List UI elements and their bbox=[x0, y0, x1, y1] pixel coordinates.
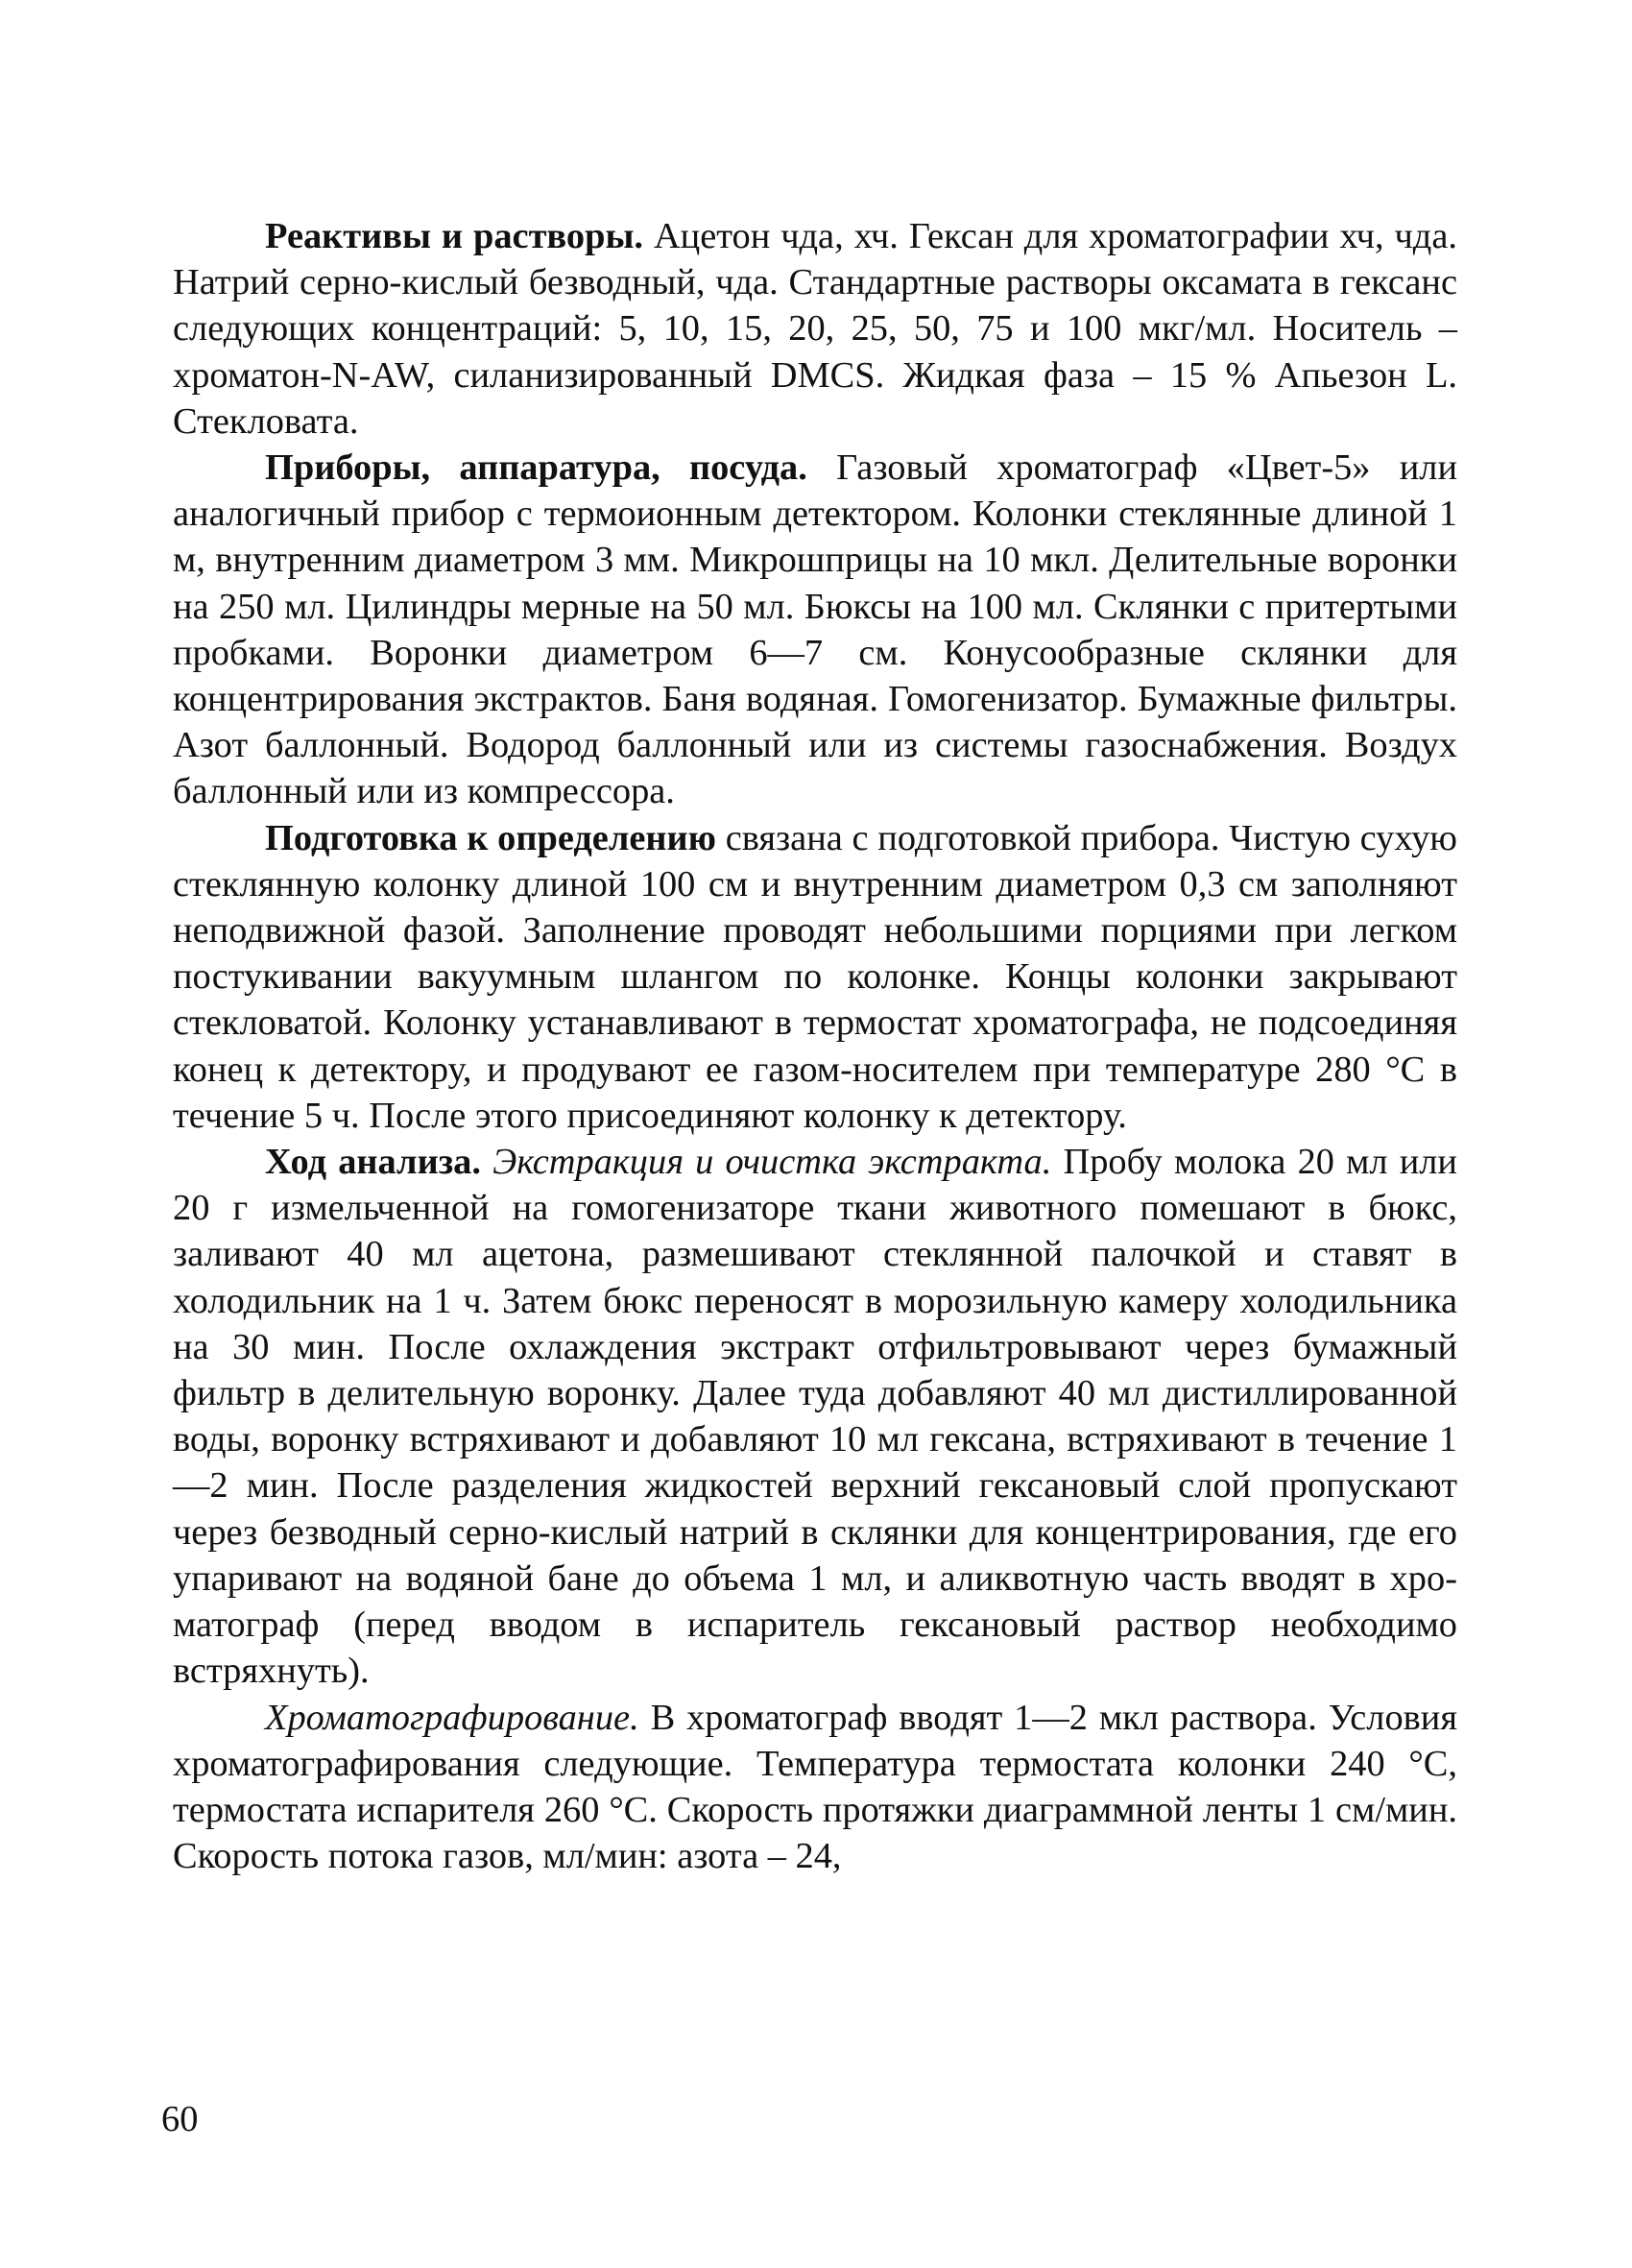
paragraph-chromatography bbox=[173, 1695, 1457, 1880]
chromatography-heading: Хроматографирование. bbox=[265, 1697, 639, 1738]
paragraph-reagents bbox=[173, 213, 1457, 445]
page-number: 60 bbox=[161, 2099, 199, 2139]
preparation-heading: Подготовка к определению bbox=[265, 817, 716, 858]
analysis-heading: Ход анализа. bbox=[265, 1142, 481, 1183]
text-body bbox=[173, 213, 1457, 1879]
paragraph-instruments bbox=[173, 445, 1457, 815]
paragraph-analysis bbox=[173, 1139, 1457, 1694]
reagents-heading: Реактивы и растворы. bbox=[265, 216, 644, 256]
preparation-body: связана с подготовкой прибора. Чистую сухую стеклянную колонку длиной 100 см и внутренним диаметром 0,3 см заполняют неподвижной фазой. Заполнение проводят небольшими порциями при легком постукивании вакуумным шлангом по колонке. Концы колонки закрывают стекловатой. Колонку устанавливают в термостат хроматографа, не подсоединяя конец к детектору, и продувают ее газом-носителем при температуре 280 °С в течение 5 ч. После этого присоединяют колонку к детектору. bbox=[173, 817, 1457, 1136]
paragraph-preparation bbox=[173, 815, 1457, 1139]
analysis-body: Пробу молока 20 мл или 20 г измельченной на гомогенизаторе ткани животного помешают в бюкс, заливают 40 мл ацетона, размешивают стеклянной палочкой и ставят в холодильник на 1 ч. Затем бюкс переносят в морозильную камеру холодильника на 30 мин. После охлаждения экстракт отфильтровывают через бумажный фильтр в делительную воронку. Далее туда добавляют 40 мл дистиллированной воды, воронку встряхивают и добавляют 10 мл гексана, встряхивают в течение 1—2 мин. После разделения жидкостей верхний гексановый слой пропускают через безводный серно-кислый натрий в склянки для концентрирования, где его упаривают на водяной бане до объема 1 мл, и аликвотную часть вводят в хроматограф (перед вводом в испаритель гексановый раствор необходимо встряхнуть). bbox=[173, 1142, 1457, 1692]
instruments-heading: Приборы, аппаратура, посуда. bbox=[265, 447, 807, 489]
chromatography-body: В хроматограф вводят 1—2 мкл раствора. Условия хроматографирования следующие. Температура термостата колонки 240 °С, термостата испарителя 260 °С. Скорость протяжки диаграммной ленты 1 см/мин. Скорость потока газов, мл/мин: азота – 24, bbox=[173, 1697, 1457, 1877]
reagents-body: Ацетон чда, хч. Гексан для хроматографии хч, чда. Натрий серно-кислый безводный, чда. Стандартные растворы оксамата в гексанс следующих концентраций: 5, 10, 15, 20, 25, 50, 75 и 100 мкг/мл. Носитель – хроматон-N-AW, силанизированный DMCS. Жидкая фаза – 15 % Апьезон L. Стекловата. bbox=[173, 216, 1457, 442]
analysis-subheading: Экстракция и очистка экстракта. bbox=[492, 1142, 1052, 1183]
instruments-body: Газовый хроматограф «Цвет-5» или аналогичный прибор с термоионным детектором. Колонки стеклянные длиной 1 м, внутренним диаметром 3 мм. Микрошприцы на 10 мкл. Делительные воронки на 250 мл. Цилиндры мерные на 50 мл. Бюксы на 100 мл. Склянки с притертыми пробками. Воронки диаметром 6—7 см. Конусообразные склянки для концентрирования экстрактов. Баня водяная. Гомогенизатор. Бумажные фильтры. Азот баллонный. Водород баллонный или из системы газоснабжения. Воздух баллонный или из компрессора. bbox=[173, 447, 1457, 812]
